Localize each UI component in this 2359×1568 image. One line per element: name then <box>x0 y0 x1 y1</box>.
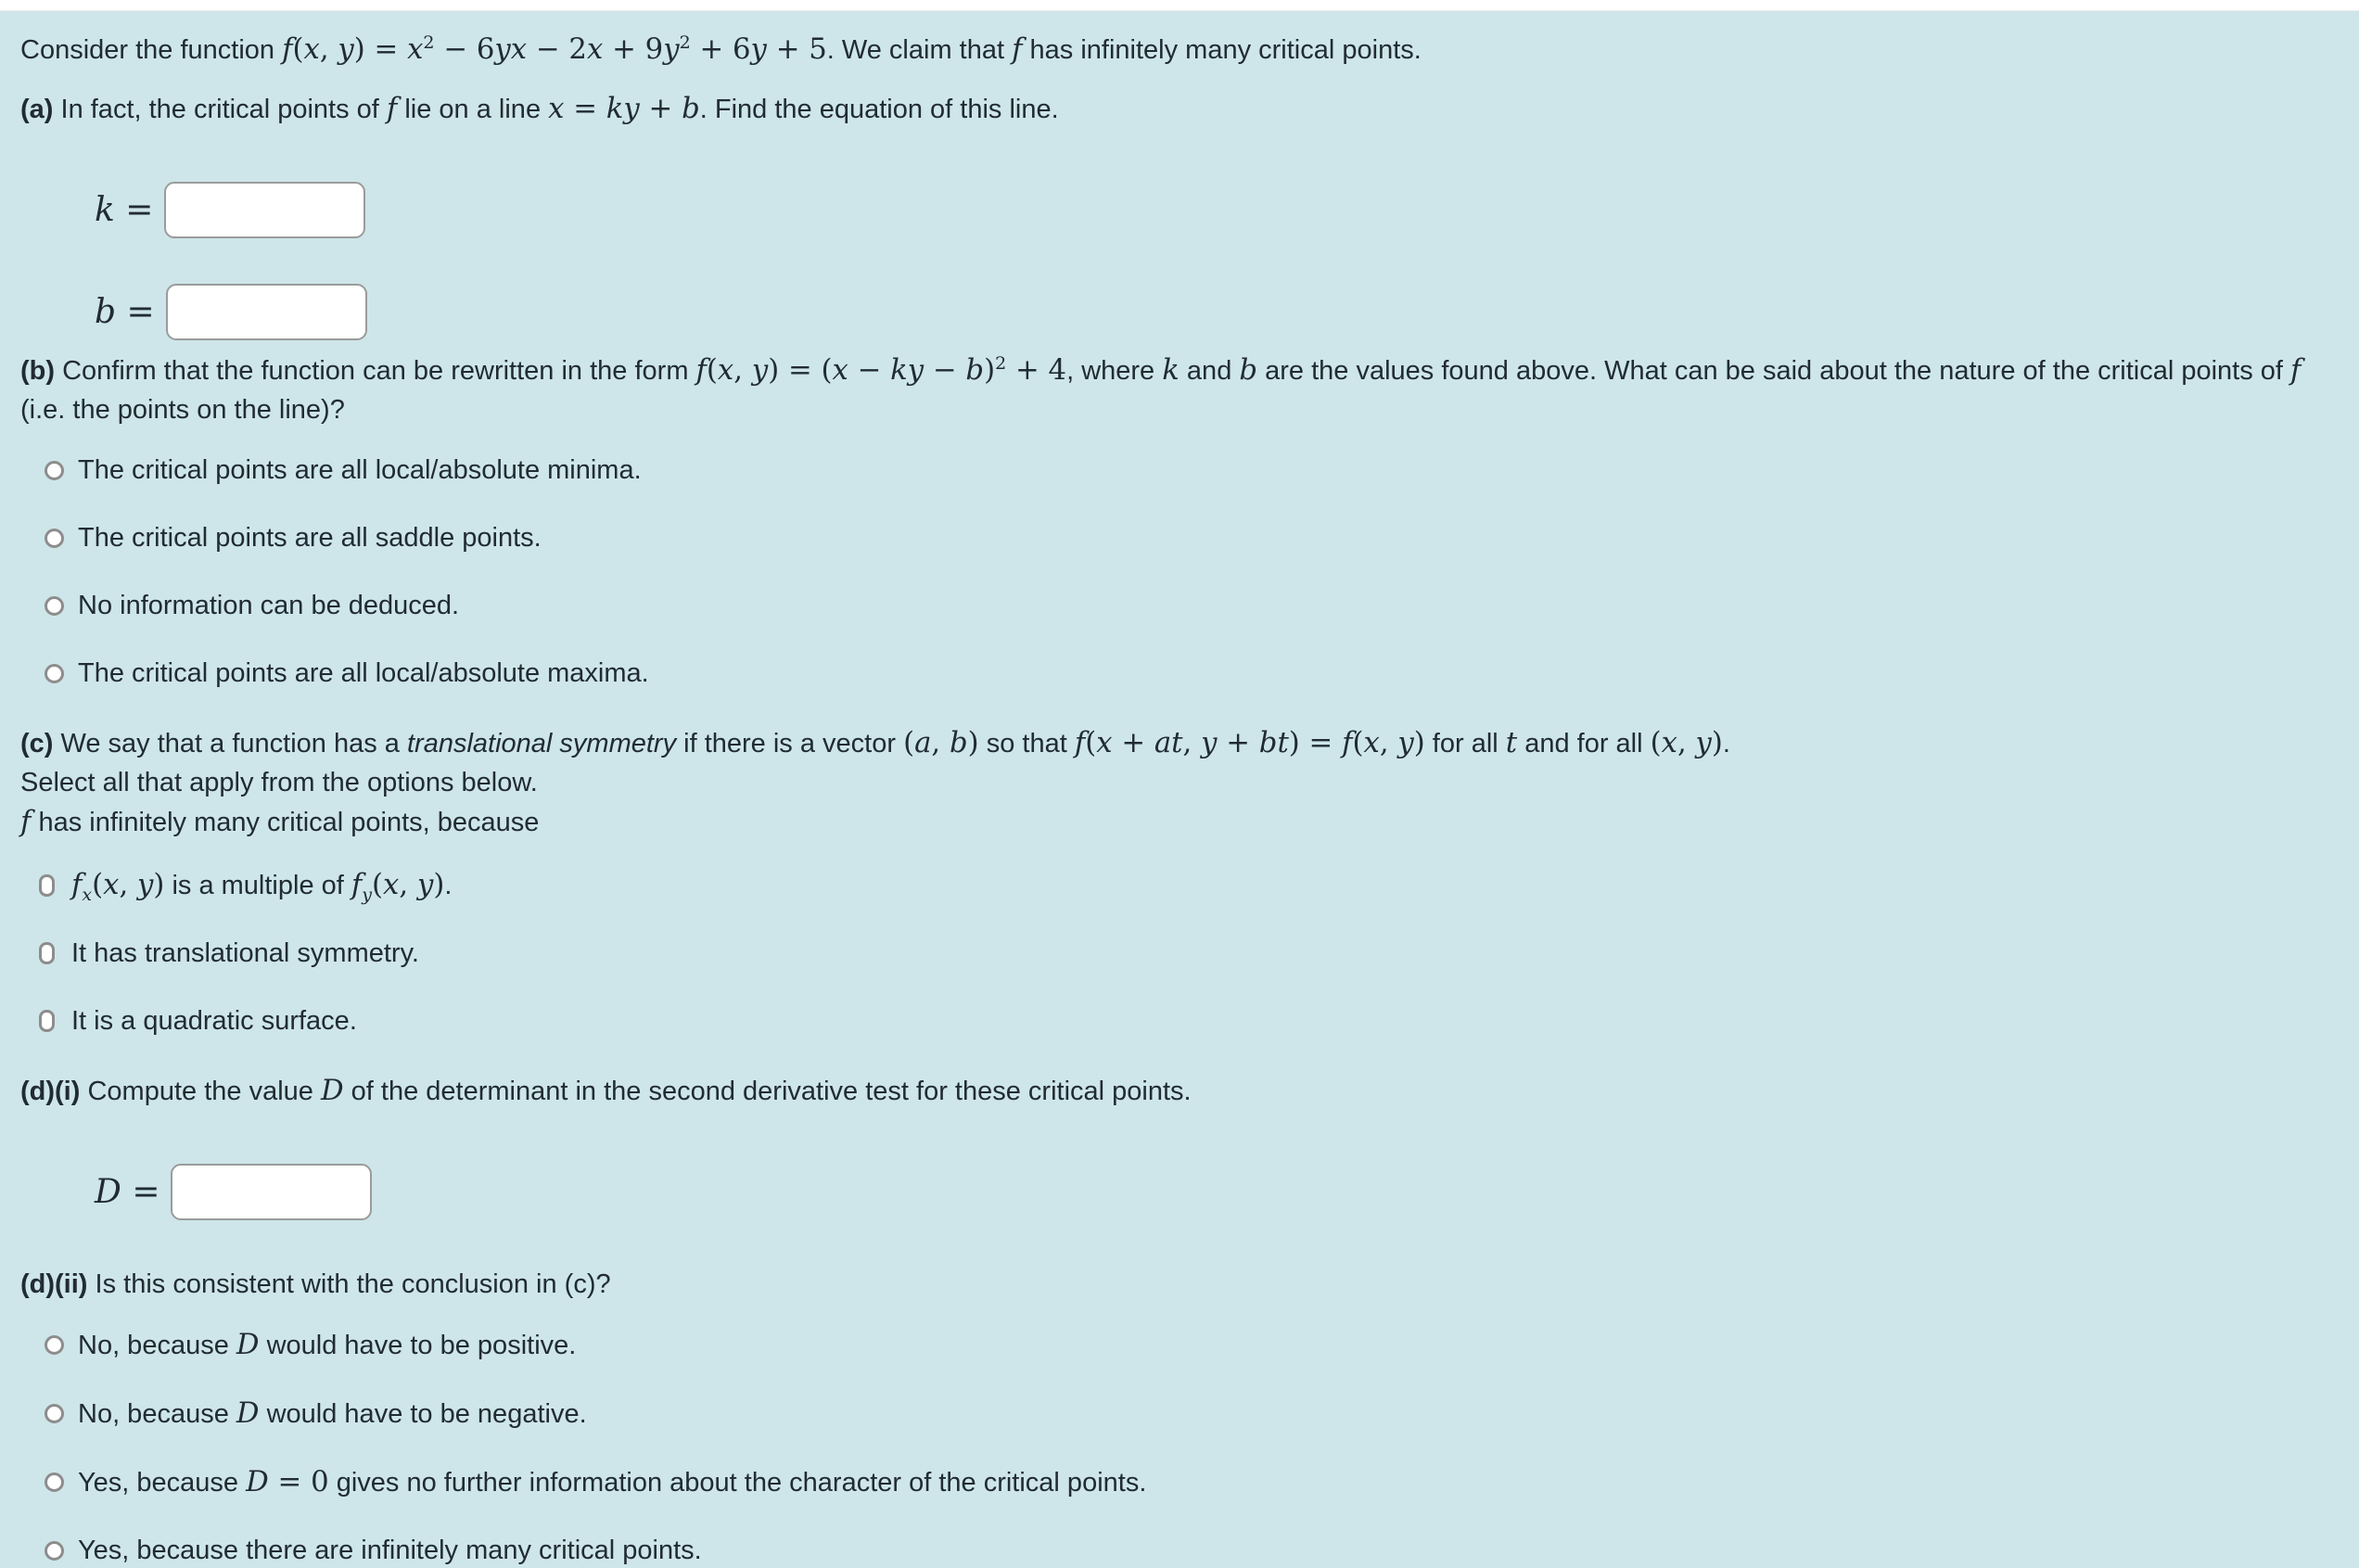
part-b-option-2 <box>45 520 2339 555</box>
part-b-option-3 <box>45 588 2339 623</box>
part-b-option-1-radio[interactable] <box>45 461 64 480</box>
part-c-option-3-checkbox[interactable] <box>39 1010 55 1032</box>
part-b-option-4 <box>45 656 2339 691</box>
part-b-option-1 <box>45 453 2339 488</box>
part-b-option-4-radio[interactable] <box>45 664 64 683</box>
part-d-ii-prompt: (d)(ii) Is this consistent with the conclusion in (c)? <box>20 1269 611 1299</box>
part-d-ii-options <box>20 1327 2339 1568</box>
k-label: k = <box>95 191 154 229</box>
part-d-ii-option-4 <box>45 1533 2339 1568</box>
field-row-d <box>95 1164 2339 1220</box>
part-d-ii-option-2-label: No, because D would have to be negative. <box>78 1396 587 1430</box>
d-input[interactable] <box>171 1164 372 1220</box>
part-c-option-3-label: It is a quadratic surface. <box>71 1006 357 1036</box>
part-c-prompt: (c) We say that a function has a translational symmetry if there is a vector (a, b) so that f(x + at, y + bt) = f(x, y) for all t and for all (x, y). <box>20 726 1730 759</box>
part-c-option-2-label: It has translational symmetry. <box>71 938 419 968</box>
problem-container <box>0 11 2359 1568</box>
part-b-options <box>20 453 2339 691</box>
part-c-option-1-label: $f_x(x$, y) is a multiple of $f_y(x$, y). <box>71 868 453 906</box>
k-input[interactable] <box>164 182 365 238</box>
part-c-option-2 <box>39 936 2339 971</box>
part-b-option-1-label: The critical points are all local/absolute minima. <box>78 455 642 485</box>
part-d-i-prompt: (d)(i) Compute the value D of the determinant in the second derivative test for these critical points. <box>20 1074 1192 1107</box>
part-d-ii-option-3-radio[interactable] <box>45 1472 64 1492</box>
part-c-option-3 <box>39 1003 2339 1039</box>
part-d-ii-option-1-label: No, because D would have to be positive. <box>78 1328 577 1361</box>
field-row-k <box>95 182 2339 238</box>
field-row-b <box>95 284 2339 340</box>
part-b-option-3-radio[interactable] <box>45 596 64 616</box>
part-d-ii-option-2 <box>45 1396 2339 1432</box>
problem-intro: Consider the function f(x, $y) = x^2 - 6yx - 2x + 9y^2 + 6y + 5$. We claim that f has infinitely many critical points. <box>20 32 1422 66</box>
part-c-block <box>20 723 2339 842</box>
part-d-ii-option-1 <box>45 1327 2339 1363</box>
part-c-select-all-line: Select all that apply from the options below. <box>20 768 538 797</box>
part-c-option-1 <box>39 867 2339 906</box>
part-d-ii-option-3-label: Yes, because D = 0 gives no further information about the character of the critical points. <box>78 1465 1147 1498</box>
top-strip <box>0 0 2359 11</box>
part-b-option-4-label: The critical points are all local/absolute maxima. <box>78 658 649 688</box>
part-c-because-line: f has infinitely many critical points, because <box>20 805 540 838</box>
part-b-prompt: (b) Confirm that the function can be rewritten in the form f(x, y) = (x − ky − b)$^2$ + 4, where k and b are the values found above. What can be said about the nature of the critical points of f (i.e. the points on the line)? <box>20 352 2302 425</box>
part-d-ii-option-1-radio[interactable] <box>45 1335 64 1355</box>
d-label: D = <box>95 1173 160 1211</box>
part-b-option-2-label: The critical points are all saddle points. <box>78 523 542 553</box>
part-a-prompt: (a) In fact, the critical points of f lie on a line x = ky + b. Find the equation of this line. <box>20 92 1059 125</box>
part-d-ii-option-3 <box>45 1464 2339 1500</box>
part-b-option-3-label: No information can be deduced. <box>78 591 460 620</box>
part-d-ii-option-2-radio[interactable] <box>45 1404 64 1423</box>
part-c-option-2-checkbox[interactable] <box>39 942 55 964</box>
part-d-ii-option-4-label: Yes, because there are infinitely many critical points. <box>78 1536 702 1565</box>
b-input[interactable] <box>166 284 367 340</box>
part-c-options <box>20 867 2339 1039</box>
part-b-option-2-radio[interactable] <box>45 529 64 548</box>
part-c-option-1-checkbox[interactable] <box>39 874 55 897</box>
b-label: b = <box>95 293 155 331</box>
part-d-ii-option-4-radio[interactable] <box>45 1541 64 1561</box>
